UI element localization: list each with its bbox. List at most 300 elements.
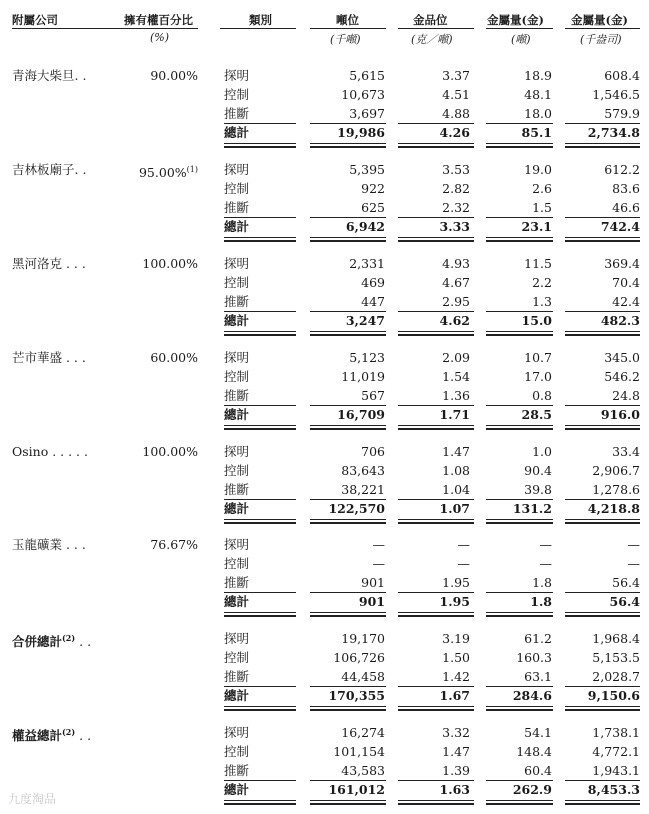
total-double-rule [310, 803, 386, 805]
value-metal-t: 0.8 [532, 388, 552, 403]
header-metal-koz-unit: (千盎司) [580, 33, 622, 46]
value-metal-t: — [539, 537, 552, 552]
subtotal-rule [224, 217, 296, 218]
header-rule-metal-t [486, 28, 553, 29]
total-double-rule [398, 237, 474, 238]
total-double-rule [398, 612, 474, 613]
total-label: 總計 [224, 501, 250, 516]
total-double-rule [398, 803, 474, 805]
header-rule-metal-koz [565, 28, 640, 29]
total-grade: 4.62 [439, 313, 470, 328]
subtotal-rule [486, 780, 553, 781]
category-label: 探明 [224, 162, 250, 177]
value-grade: 4.88 [442, 106, 470, 121]
category-label: 探明 [224, 444, 250, 459]
total-double-rule [224, 615, 296, 617]
value-tonnes: 5,615 [349, 68, 385, 83]
subtotal-rule [565, 405, 640, 406]
subtotal-rule [565, 311, 640, 312]
total-metal-koz: 742.4 [600, 219, 640, 234]
total-double-rule [565, 519, 640, 520]
subtotal-rule [398, 686, 474, 687]
value-grade: 1.08 [442, 463, 470, 478]
subtotal-rule [398, 405, 474, 406]
value-metal-koz: 2,906.7 [592, 463, 640, 478]
category-label: 推斷 [224, 106, 250, 121]
total-metal-t: 262.9 [512, 782, 552, 797]
subtotal-rule [310, 405, 386, 406]
value-metal-koz: 579.9 [604, 106, 640, 121]
total-double-rule [310, 709, 386, 711]
ownership-text: 76.67% [150, 537, 198, 552]
category-label: 推斷 [224, 294, 250, 309]
subtotal-rule [398, 123, 474, 124]
subsidiary-name-text: 吉林板廟子. . [12, 162, 87, 177]
ownership-value [120, 535, 198, 554]
value-metal-t: 60.4 [524, 763, 552, 778]
value-metal-koz: 608.4 [604, 68, 640, 83]
header-ownership-unit: (%) [150, 31, 170, 44]
category-label: 探明 [224, 68, 250, 83]
subtotal-rule [224, 499, 296, 500]
value-grade: 1.42 [442, 669, 470, 684]
value-tonnes: 44,458 [341, 669, 385, 684]
total-double-rule [398, 522, 474, 524]
total-double-rule [310, 428, 386, 430]
total-double-rule [565, 425, 640, 426]
subsidiary-name [12, 535, 86, 554]
category-label: 探明 [224, 631, 250, 646]
total-double-rule [310, 240, 386, 242]
value-metal-koz: 46.6 [612, 200, 640, 215]
header-subsidiary: 附屬公司 [12, 13, 58, 27]
total-double-rule [486, 709, 553, 711]
value-metal-t: 61.2 [524, 631, 552, 646]
total-tonnes: 161,012 [328, 782, 385, 797]
value-grade: 3.32 [442, 725, 470, 740]
value-grade: 1.95 [442, 575, 470, 590]
value-metal-koz: 1,968.4 [592, 631, 640, 646]
value-grade: 2.95 [442, 294, 470, 309]
value-metal-t: 148.4 [516, 744, 552, 759]
total-tonnes: 16,709 [337, 407, 385, 422]
header-category: 類別 [249, 13, 272, 27]
total-metal-t: 1.8 [530, 594, 552, 609]
total-double-rule [398, 240, 474, 242]
value-metal-t: 1.0 [532, 444, 552, 459]
value-tonnes: 10,673 [341, 87, 385, 102]
subtotal-rule [310, 123, 386, 124]
total-double-rule [565, 240, 640, 242]
value-tonnes: 83,643 [341, 463, 385, 478]
value-metal-koz: 42.4 [612, 294, 640, 309]
subtotal-rule [310, 217, 386, 218]
total-tonnes: 122,570 [328, 501, 385, 516]
value-metal-koz: 4,772.1 [592, 744, 640, 759]
subtotal-rule [310, 592, 386, 593]
subtotal-rule [224, 123, 296, 124]
total-double-rule [565, 709, 640, 711]
header-tonnes-unit: (千噸) [330, 33, 361, 46]
total-tonnes: 901 [358, 594, 385, 609]
value-grade: 2.82 [442, 181, 470, 196]
category-label: 控制 [224, 181, 250, 196]
total-double-rule [398, 615, 474, 617]
total-double-rule [565, 237, 640, 238]
total-double-rule [224, 803, 296, 805]
value-tonnes: 706 [361, 444, 385, 459]
subtotal-rule [310, 311, 386, 312]
value-tonnes: 469 [361, 275, 385, 290]
category-label: 控制 [224, 275, 250, 290]
value-tonnes: 43,583 [341, 763, 385, 778]
ownership-text: 100.00% [142, 256, 198, 271]
total-double-rule [310, 706, 386, 707]
value-grade: 3.37 [442, 68, 470, 83]
value-grade: 4.67 [442, 275, 470, 290]
subtotal-rule [398, 780, 474, 781]
subsidiary-name-text: 青海大柴旦. . [12, 68, 87, 83]
total-double-rule [486, 706, 553, 707]
category-label: 控制 [224, 463, 250, 478]
value-metal-t: 63.1 [524, 669, 552, 684]
header-grade: 金品位 [413, 13, 448, 27]
value-metal-t: 2.2 [532, 275, 552, 290]
subtotal-rule [486, 686, 553, 687]
value-metal-t: 54.1 [524, 725, 552, 740]
total-metal-koz: 916.0 [600, 407, 640, 422]
total-label: 總計 [224, 688, 250, 703]
value-tonnes: 567 [361, 388, 385, 403]
total-metal-t: 28.5 [521, 407, 552, 422]
value-tonnes: 5,123 [349, 350, 385, 365]
subtotal-rule [398, 592, 474, 593]
subsidiary-name-text: 合併總計 [12, 634, 63, 650]
value-metal-koz: 83.6 [612, 181, 640, 196]
total-double-rule [486, 237, 553, 238]
ownership-value [120, 348, 198, 367]
value-metal-koz: 1,278.6 [592, 482, 640, 497]
total-tonnes: 6,942 [345, 219, 385, 234]
total-double-rule [486, 146, 553, 148]
header-rule-tonnes [310, 28, 386, 29]
total-double-rule [224, 709, 296, 711]
total-double-rule [310, 146, 386, 148]
category-label: 探明 [224, 256, 250, 271]
value-metal-t: 39.8 [524, 482, 552, 497]
total-double-rule [224, 334, 296, 336]
total-grade: 4.26 [439, 125, 470, 140]
header-rule-left [12, 28, 198, 29]
ownership-text: 100.00% [142, 444, 198, 459]
total-double-rule [565, 706, 640, 707]
total-double-rule [398, 709, 474, 711]
value-metal-koz: 546.2 [604, 369, 640, 384]
total-double-rule [224, 143, 296, 144]
subsidiary-name [12, 66, 86, 85]
category-label: 控制 [224, 87, 250, 102]
total-double-rule [565, 334, 640, 336]
total-double-rule [224, 706, 296, 707]
value-metal-t: 160.3 [516, 650, 552, 665]
total-double-rule [224, 425, 296, 426]
total-double-rule [398, 706, 474, 707]
value-tonnes: 922 [361, 181, 385, 196]
value-metal-t: 1.3 [532, 294, 552, 309]
subsidiary-name-text: Osino . . . . . [12, 444, 88, 459]
total-double-rule [565, 522, 640, 524]
value-grade: 1.36 [442, 388, 470, 403]
value-grade: 2.09 [442, 350, 470, 365]
ownership-value [120, 254, 198, 273]
subsidiary-name [12, 629, 91, 651]
subtotal-rule [398, 217, 474, 218]
total-metal-t: 131.2 [512, 501, 552, 516]
value-metal-koz: — [627, 556, 640, 571]
category-label: 控制 [224, 556, 250, 571]
total-grade: 1.67 [439, 688, 470, 703]
value-tonnes: — [372, 556, 385, 571]
value-tonnes: 5,395 [349, 162, 385, 177]
total-double-rule [224, 522, 296, 524]
total-double-rule [224, 240, 296, 242]
subtotal-rule [565, 123, 640, 124]
value-tonnes: 106,726 [333, 650, 385, 665]
total-tonnes: 3,247 [345, 313, 385, 328]
value-metal-koz: 369.4 [604, 256, 640, 271]
footnote-marker: (1) [186, 165, 198, 174]
subsidiary-name-text: 權益總計 [12, 728, 63, 744]
subsidiary-name [12, 723, 91, 745]
total-tonnes: 170,355 [328, 688, 385, 703]
value-metal-koz: 70.4 [612, 275, 640, 290]
total-grade: 1.63 [439, 782, 470, 797]
subtotal-rule [224, 311, 296, 312]
value-metal-t: 11.5 [524, 256, 552, 271]
ownership-text: 90.00% [150, 68, 198, 83]
total-metal-koz: 9,150.6 [587, 688, 640, 703]
value-grade: 1.47 [442, 744, 470, 759]
subsidiary-name [12, 442, 88, 461]
subtotal-rule [398, 499, 474, 500]
leader-dots: . . [75, 728, 92, 744]
value-metal-t: 18.9 [524, 68, 552, 83]
category-label: 控制 [224, 744, 250, 759]
total-double-rule [565, 331, 640, 332]
subtotal-rule [565, 217, 640, 218]
value-grade: 4.93 [442, 256, 470, 271]
header-metal-koz: 金屬量(金) [571, 13, 628, 27]
total-metal-koz: 4,218.8 [587, 501, 640, 516]
total-metal-koz: 2,734.8 [587, 125, 640, 140]
total-double-rule [310, 143, 386, 144]
total-double-rule [565, 428, 640, 430]
total-double-rule [565, 143, 640, 144]
value-tonnes: 101,154 [333, 744, 385, 759]
value-grade: 1.39 [442, 763, 470, 778]
category-label: 推斷 [224, 200, 250, 215]
value-metal-t: 2.6 [532, 181, 552, 196]
value-grade: 3.53 [442, 162, 470, 177]
subtotal-rule [565, 780, 640, 781]
total-double-rule [486, 331, 553, 332]
value-metal-t: 1.8 [532, 575, 552, 590]
total-double-rule [310, 425, 386, 426]
total-double-rule [224, 146, 296, 148]
subtotal-rule [224, 405, 296, 406]
value-metal-koz: 5,153.5 [592, 650, 640, 665]
header-metal-tonnes: 金屬量(金) [487, 13, 544, 27]
value-metal-koz: 345.0 [604, 350, 640, 365]
subtotal-rule [486, 592, 553, 593]
category-label: 推斷 [224, 575, 250, 590]
subtotal-rule [565, 592, 640, 593]
subtotal-rule [224, 686, 296, 687]
subtotal-rule [398, 311, 474, 312]
header-ownership: 擁有權百分比 [124, 13, 193, 27]
total-double-rule [565, 146, 640, 148]
subsidiary-name [12, 160, 86, 179]
value-tonnes: 901 [361, 575, 385, 590]
total-double-rule [398, 334, 474, 336]
value-tonnes: 2,331 [349, 256, 385, 271]
value-metal-t: 10.7 [524, 350, 552, 365]
total-double-rule [224, 800, 296, 801]
category-label: 探明 [224, 537, 250, 552]
total-double-rule [398, 519, 474, 520]
header-metal-tonnes-unit: (噸) [511, 33, 531, 46]
category-label: 控制 [224, 650, 250, 665]
value-tonnes: 19,170 [341, 631, 385, 646]
total-double-rule [486, 615, 553, 617]
value-metal-koz: 612.2 [604, 162, 640, 177]
header-grade-unit: (克／噸) [411, 33, 453, 46]
value-metal-koz: 56.4 [612, 575, 640, 590]
total-double-rule [486, 522, 553, 524]
total-double-rule [310, 612, 386, 613]
value-tonnes: 16,274 [341, 725, 385, 740]
value-grade: 3.19 [442, 631, 470, 646]
total-double-rule [310, 800, 386, 801]
value-tonnes: 38,221 [341, 482, 385, 497]
total-double-rule [224, 237, 296, 238]
total-double-rule [486, 334, 553, 336]
total-double-rule [310, 615, 386, 617]
total-double-rule [398, 425, 474, 426]
value-metal-koz: 1,546.5 [592, 87, 640, 102]
total-label: 總計 [224, 313, 250, 328]
total-double-rule [486, 800, 553, 801]
subtotal-rule [486, 405, 553, 406]
value-grade: — [457, 556, 470, 571]
watermark: 九度淘品 [8, 792, 57, 806]
category-label: 推斷 [224, 482, 250, 497]
total-double-rule [398, 428, 474, 430]
total-label: 總計 [224, 125, 250, 140]
total-double-rule [486, 425, 553, 426]
total-double-rule [310, 331, 386, 332]
value-grade: 2.32 [442, 200, 470, 215]
total-metal-koz: 56.4 [609, 594, 640, 609]
total-label: 總計 [224, 782, 250, 797]
total-double-rule [224, 331, 296, 332]
ownership-value [120, 66, 198, 85]
value-metal-koz: 1,738.1 [592, 725, 640, 740]
value-grade: 1.54 [442, 369, 470, 384]
value-tonnes: 11,019 [341, 369, 385, 384]
subtotal-rule [486, 311, 553, 312]
total-double-rule [486, 428, 553, 430]
value-metal-t: 48.1 [524, 87, 552, 102]
total-label: 總計 [224, 407, 250, 422]
value-metal-koz: 33.4 [612, 444, 640, 459]
header-rule-grade [398, 28, 474, 29]
value-tonnes: 625 [361, 200, 385, 215]
value-metal-t: 19.0 [524, 162, 552, 177]
value-tonnes: 447 [361, 294, 385, 309]
value-grade: 1.50 [442, 650, 470, 665]
ownership-value [108, 160, 198, 182]
total-double-rule [398, 146, 474, 148]
category-label: 推斷 [224, 669, 250, 684]
value-metal-koz: 1,943.1 [592, 763, 640, 778]
total-double-rule [486, 519, 553, 520]
subtotal-rule [486, 217, 553, 218]
total-metal-t: 15.0 [521, 313, 552, 328]
value-tonnes: — [372, 537, 385, 552]
value-metal-koz: — [627, 537, 640, 552]
ownership-text: 60.00% [150, 350, 198, 365]
total-metal-koz: 8,453.3 [587, 782, 640, 797]
total-double-rule [224, 519, 296, 520]
category-label: 探明 [224, 350, 250, 365]
total-double-rule [565, 612, 640, 613]
total-double-rule [486, 143, 553, 144]
subtotal-rule [486, 499, 553, 500]
total-double-rule [565, 800, 640, 801]
header-rule-category [220, 28, 296, 29]
total-double-rule [398, 331, 474, 332]
total-metal-t: 85.1 [521, 125, 552, 140]
total-grade: 1.95 [439, 594, 470, 609]
ownership-text: 95.00% [138, 165, 187, 181]
total-double-rule [224, 612, 296, 613]
total-tonnes: 19,986 [337, 125, 385, 140]
value-grade: — [457, 537, 470, 552]
total-double-rule [486, 612, 553, 613]
total-label: 總計 [224, 594, 250, 609]
subtotal-rule [224, 592, 296, 593]
total-double-rule [565, 803, 640, 805]
subsidiary-name-text: 黑河洛克 . . . [12, 256, 86, 271]
subtotal-rule [565, 499, 640, 500]
total-double-rule [486, 803, 553, 805]
category-label: 控制 [224, 369, 250, 384]
value-metal-koz: 2,028.7 [592, 669, 640, 684]
category-label: 推斷 [224, 763, 250, 778]
total-metal-koz: 482.3 [600, 313, 640, 328]
value-grade: 4.51 [442, 87, 470, 102]
total-double-rule [398, 800, 474, 801]
total-double-rule [224, 428, 296, 430]
total-grade: 1.71 [439, 407, 470, 422]
total-metal-t: 23.1 [521, 219, 552, 234]
subtotal-rule [565, 686, 640, 687]
total-double-rule [310, 519, 386, 520]
total-grade: 1.07 [439, 501, 470, 516]
value-metal-t: 17.0 [524, 369, 552, 384]
leader-dots: . . [75, 634, 92, 650]
